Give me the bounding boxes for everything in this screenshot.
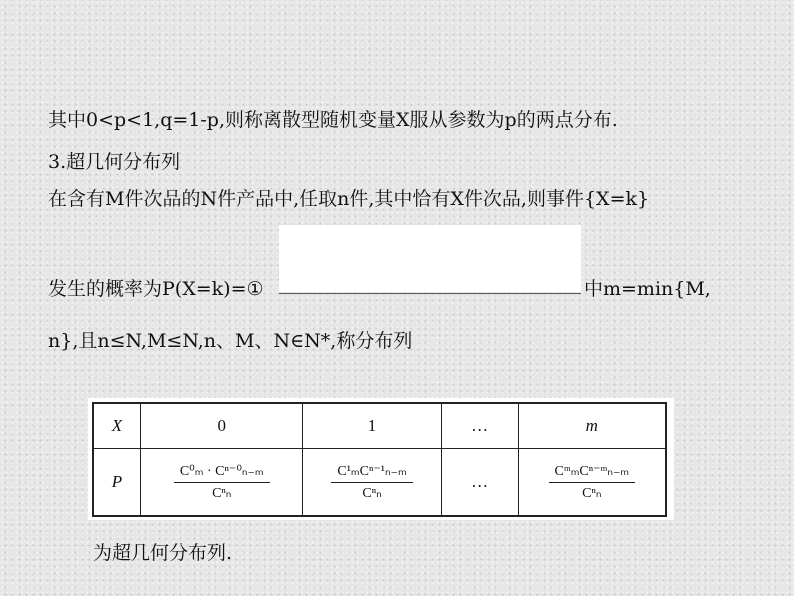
table-row-x [93,403,666,449]
fraction-numerator: C⁰ₘ · Cⁿ⁻⁰ₙ₋ₘ [174,463,270,483]
fraction-denominator: Cⁿₙ [362,485,382,501]
table-cell-x-ellipsis: … [441,403,518,449]
distribution-table-panel [88,398,674,520]
fraction-p-0 [174,463,270,502]
fraction-denominator: Cⁿₙ [582,485,602,501]
fraction-p-m [549,463,636,502]
probability-suffix: 中m=min{M, [584,278,711,300]
table-row-p [93,449,666,517]
hypergeometric-distribution-table [92,402,667,517]
text-line-conditions: n},且n≤N,M≤N,n、M、N∈N*,称分布列 [48,330,413,352]
fraction-numerator: CᵐₘCⁿ⁻ᵐₙ₋ₘ [549,463,636,483]
table-cell-x-1: 1 [303,403,441,449]
fraction-numerator: C¹ₘCⁿ⁻¹ₙ₋ₘ [331,463,412,483]
answer-blank-box [279,225,581,292]
section-heading-hypergeometric: 3.超几何分布列 [48,151,181,173]
text-line-probability [48,277,711,301]
table-caption: 为超几何分布列. [93,542,233,564]
text-line-defective-products: 在含有M件次品的N件产品中,任取n件,其中恰有X件次品,则事件{X=k} [48,188,650,210]
table-header-x: X [93,403,141,449]
text-line-two-point-distribution: 其中0<p<1,q=1-p,则称离散型随机变量X服从参数为p的两点分布. [48,109,618,131]
fraction-denominator: Cⁿₙ [212,485,232,501]
fraction-p-1 [331,463,412,502]
table-cell-p-ellipsis: … [441,449,518,517]
table-cell-p-1 [303,449,441,517]
table-cell-p-0 [141,449,303,517]
table-cell-p-m [518,449,666,517]
table-header-p: P [93,449,141,517]
probability-prefix: 发生的概率为P(X=k)=① [48,278,264,300]
table-cell-x-m: m [518,403,666,449]
answer-blank-underline [279,293,581,294]
table-cell-x-0: 0 [141,403,303,449]
